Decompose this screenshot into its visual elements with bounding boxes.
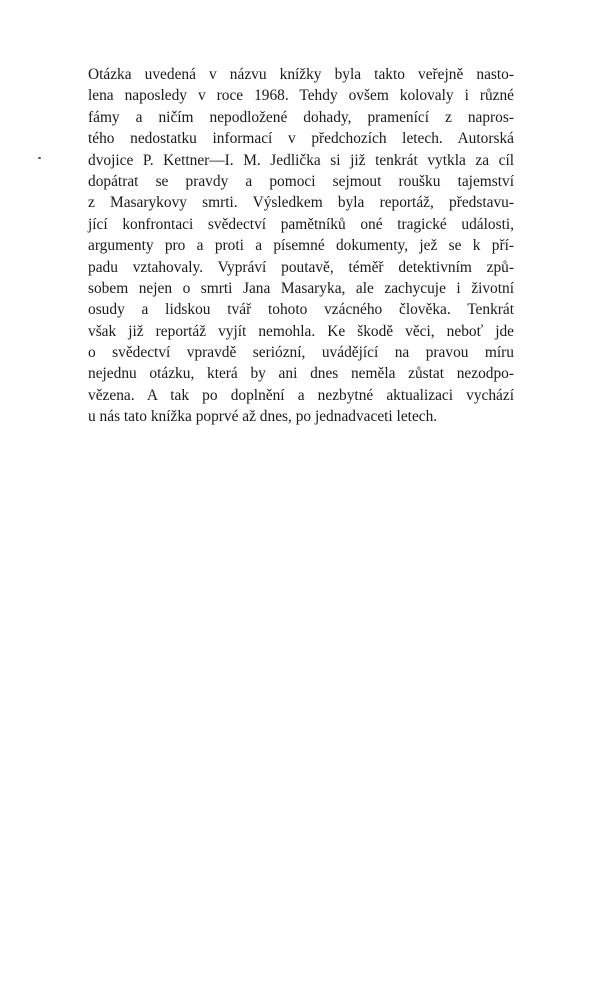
- paragraph-line: argumenty pro a proti a písemné dokumenty, jež se k pří-: [88, 237, 514, 255]
- paragraph-line: tého nedostatku informací v předchozích letech. Autorská: [88, 130, 514, 148]
- paragraph-line: osudy a lidskou tvář tohoto vzácného člověka. Tenkrát: [88, 301, 514, 319]
- paragraph-line: padu vztahovaly. Vypráví poutavě, téměř detektivním způ-: [88, 258, 514, 276]
- paragraph-line: však již reportáž vyjít nemohla. Ke škodě věci, neboť jde: [88, 322, 514, 340]
- paragraph-line: lena naposledy v roce 1968. Tehdy ovšem kolovaly i různé: [88, 87, 514, 105]
- paragraph-line: fámy a ničím nepodložené dohady, pramenící z napros-: [88, 108, 514, 126]
- paragraph-line: nejednu otázku, která by ani dnes neměla zůstat nezodpo-: [88, 365, 514, 383]
- paragraph-line: sobem nejen o smrti Jana Masaryka, ale zachycuje i životní: [88, 279, 514, 297]
- blurb-paragraph: [88, 64, 514, 428]
- paragraph-line: dopátrat se pravdy a pomoci sejmout roušku tajemství: [88, 172, 514, 190]
- paragraph-line: dvojice P. Kettner—I. M. Jedlička si již tenkrát vytkla za cíl: [88, 151, 514, 169]
- paragraph-line: vězena. A tak po doplnění a nezbytné aktualizaci vychází: [88, 386, 514, 404]
- paragraph-line: jící konfrontaci svědectví pamětníků oné tragické události,: [88, 215, 514, 233]
- paragraph-line: Otázka uvedená v názvu knížky byla takto veřejně nasto-: [88, 66, 514, 83]
- print-speck: [38, 157, 41, 159]
- paragraph-line: z Masarykovy smrti. Výsledkem byla reportáž, představu-: [88, 194, 514, 212]
- paragraph-line-last: u nás tato knížka poprvé až dnes, po jednadvaceti letech.: [88, 408, 438, 426]
- paragraph-line: o svědectví vpravdě seriózní, uvádějící na pravou míru: [88, 344, 514, 362]
